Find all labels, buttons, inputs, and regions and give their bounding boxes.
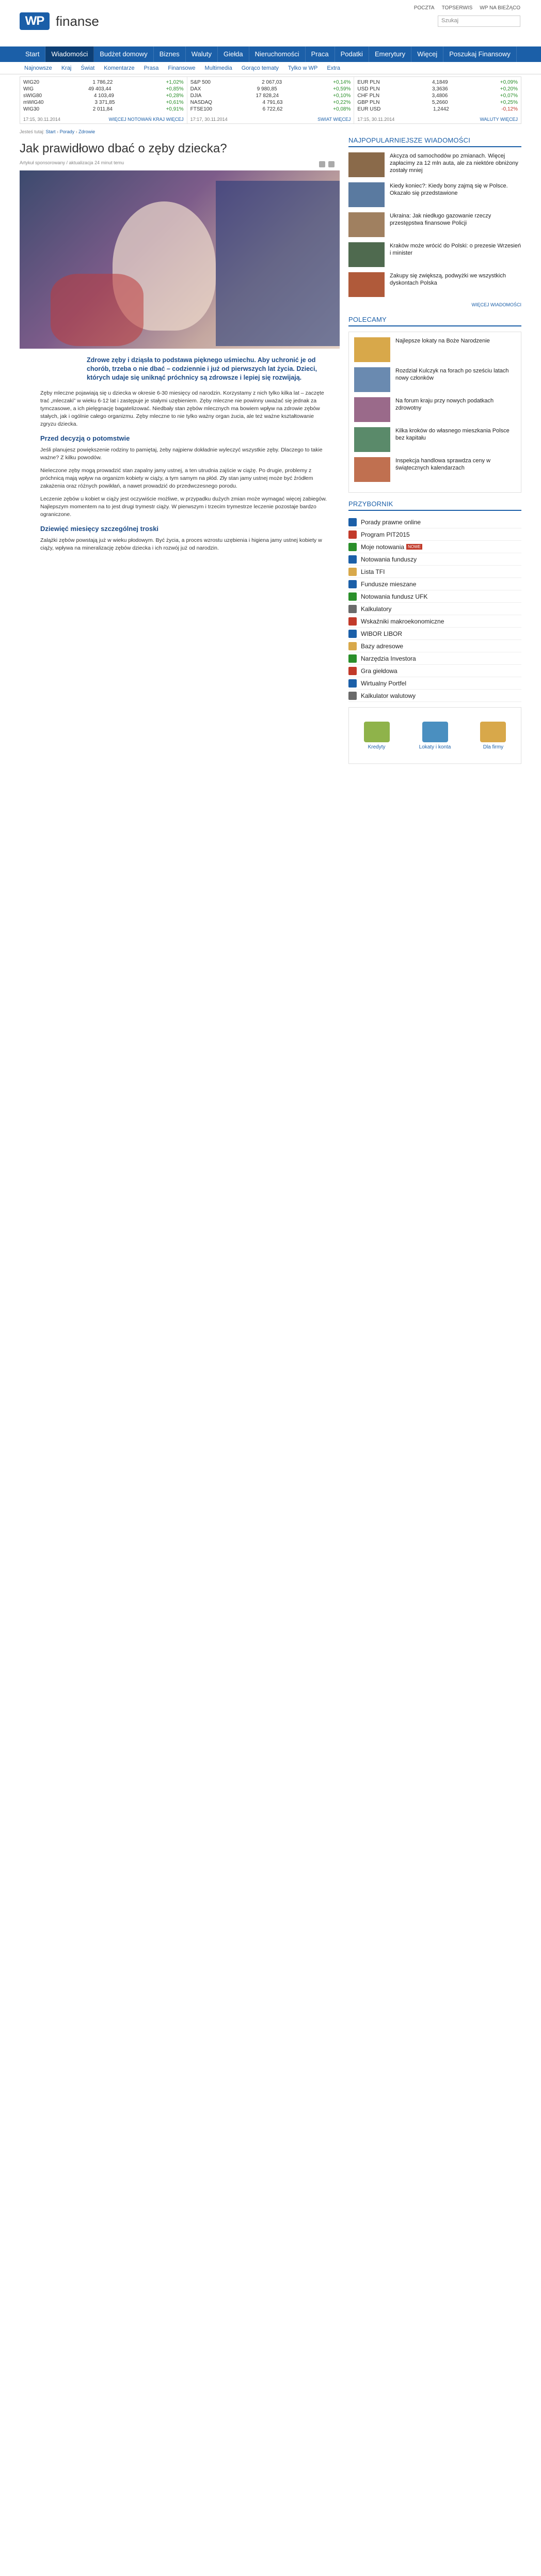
breadcrumb-start[interactable]: Start: [45, 129, 56, 134]
article-paragraph: Zęby mleczne pojawiają się u dziecka w okresie 6-30 miesięcy od narodzin. Korzystamy z nich tylko kilka lat – zaczęte trać „mleczaki” w wieku 6-12 lat i zastępuje je stałymi uzębieniem. Zęby mleczne nie powinny uważać się jednak za tymczasowe, a ich pielęgnację bagatelizować. Niedbały stan zębów mlecznych ma bowiem wpływ na zdrowie zębów stałych, jak i ogólnie całego organizmu. Zęby mleczne to nie tylko ważny organ żucia, ale też ważne kształtowanie zgryzu dziecka.: [40, 390, 324, 427]
subnav-tylko-w-wp[interactable]: Tylko w WP: [288, 65, 318, 71]
recommended-item[interactable]: [354, 457, 516, 482]
ticker-row[interactable]: EUR USD 1,2442 -0,12%: [357, 106, 518, 112]
recommended-item[interactable]: [354, 367, 516, 392]
share-icons: [319, 161, 335, 167]
article-lead: Zdrowe zęby i dziąsła to podstawa pięknego uśmiechu. Aby uchronić je od chorób, trzeba o nie dbać – codziennie i już od pierwszych lat życia. Dzieci, których udaje się uniknąć próchnicy są zdrowsze i lepiej się rozwijają.: [87, 356, 317, 381]
news-thumbnail: [348, 152, 385, 177]
market-ticker: [20, 76, 521, 124]
recommended-text[interactable]: Kilka kroków do własnego mieszkania Polsce bez kapitału: [395, 428, 510, 441]
nav-nieruchomosci[interactable]: Nieruchomości: [249, 46, 306, 62]
recommended-thumbnail: [354, 337, 390, 362]
article-subheading: Przed decyzją o potomstwie: [40, 434, 130, 442]
top-links: [414, 5, 520, 11]
tools-icon: [348, 654, 357, 663]
ticker-row[interactable]: FTSE100 6 722,62 +0,08%: [190, 106, 351, 112]
lokaty-icon: [422, 722, 448, 742]
nav-wiecej[interactable]: Więcej: [411, 46, 443, 62]
ticker-row[interactable]: NASDAQ 4 791,63 +0,22%: [190, 100, 351, 105]
macro-icon: [348, 617, 357, 626]
recommended-item[interactable]: [354, 337, 516, 362]
article-paragraph: Jeśli planujesz powiększenie rodziny to pamiętaj, żeby najpierw dokładnie wyleczyć wszystkie zęby. Dlaczego to takie ważne? Z kilku powodów.: [40, 447, 323, 461]
recommended-item[interactable]: [354, 397, 516, 422]
toplink-wp-na-biezaco[interactable]: WP NA BIEŻĄCO: [480, 5, 520, 11]
pit-icon: [348, 530, 357, 539]
tool-item[interactable]: Fundusze mieszane: [348, 578, 521, 590]
recommended-text[interactable]: Rozdział Kulczyk na forach po sześciu latach nowy członków: [395, 368, 509, 381]
nav-budzet-domowy[interactable]: Budżet domowy: [94, 46, 154, 62]
ticker-column-waluty: [354, 77, 521, 123]
ticker-more-link[interactable]: SWIAT WIĘCEJ: [317, 117, 351, 122]
breadcrumb-prefix: Jesteś tutaj:: [20, 129, 45, 134]
recommended-text[interactable]: Najlepsze lokaty na Boże Narodzenie: [395, 338, 490, 344]
recommended-thumbnail: [354, 457, 390, 482]
article-hero-image: [20, 170, 340, 349]
nav-start[interactable]: Start: [20, 46, 45, 62]
tool-item[interactable]: WIBOR LIBOR: [348, 628, 521, 640]
nav-podatki[interactable]: Podatki: [335, 46, 369, 62]
tool-item[interactable]: Notowania fundusz UFK: [348, 590, 521, 603]
article-title: Jak prawidłowo dbać o zęby dziecka?: [20, 142, 227, 155]
game-icon: [348, 667, 357, 675]
ticker-column-kraj: [20, 77, 187, 123]
tool-item[interactable]: Wirtualny Portfel: [348, 677, 521, 690]
legal-icon: [348, 518, 357, 526]
news-item-text[interactable]: Zakupy się zwiększą, podwyżki we wszystkich dyskontach Polska: [390, 273, 506, 286]
tool-item[interactable]: Porady prawne online: [348, 516, 521, 528]
recommended-text[interactable]: Inspekcja handlowa sprawdza ceny w świątecznych kalendarzach: [395, 458, 491, 471]
breadcrumb: Jesteś tutaj: Start › Porady › Zdrowie: [20, 129, 96, 134]
sidebar-heading-popular: NAJPOPULARNIEJSZE WIADOMOŚCI: [348, 136, 521, 147]
news-thumbnail: [348, 242, 385, 267]
products-box: [348, 707, 521, 764]
breadcrumb-porady[interactable]: Porady: [59, 129, 75, 134]
article-meta: Artykuł sponsorowany / aktualizacja 24 minut temu: [20, 160, 124, 165]
ticker-column-swiat: [187, 77, 355, 123]
wallet-icon: [348, 679, 357, 688]
firmy-icon: [480, 722, 506, 742]
tools-list: [348, 516, 521, 702]
ticker-time: 17:17, 30.11.2014: [190, 117, 228, 122]
calculator-icon: [348, 605, 357, 613]
hero-toothbrush-shape: [51, 274, 144, 346]
article-paragraph: Zalążki zębów powstają już w wieku płodowym. Być życia, a proces wzrostu uzębienia i higiena jamy ustnej kobiety w ciąży, wpływa na mineralizację zębów dziecka i ich rozwój już od narodzin.: [40, 537, 322, 551]
page: [0, 0, 541, 750]
logo-text: finanse: [56, 13, 99, 29]
article-column: [20, 129, 340, 557]
tool-item[interactable]: Lista TFI: [348, 566, 521, 578]
subnav-finansowe[interactable]: Finansowe: [168, 65, 196, 71]
toplink-poczta[interactable]: POCZTA: [413, 5, 435, 11]
ticker-row[interactable]: mWIG40 3 371,85 +0,61%: [23, 100, 184, 105]
subnav-swiat[interactable]: Świat: [81, 65, 95, 71]
recommended-thumbnail: [354, 367, 390, 392]
recommended-item[interactable]: [354, 427, 516, 452]
subnav-extra[interactable]: Extra: [327, 65, 341, 71]
ticker-time: 17:15, 30.11.2014: [23, 117, 60, 122]
sidebar-heading-polecamy: POLECAMY: [348, 316, 521, 326]
article-paragraph: Nieleczone zęby mogą prowadzić stan zapalny jamy ustnej, a ten utrudnia zajście w ciążę. Po drugie, problemy z próchnicą mają wpływ na organizm kobiety w ciąży, a tym samym na płód. Zły stan jamy ustnej może być źródłem zakażenia oraz różnych powikłań, a nawet prowadzić do przedwczesnego porodu.: [40, 467, 313, 489]
list-icon: [348, 568, 357, 576]
kredyty-icon: [364, 722, 390, 742]
ticker-row[interactable]: WIG 49 403,44 +0,85%: [23, 86, 184, 92]
recommended-thumbnail: [354, 427, 390, 452]
tool-item[interactable]: Kalkulatory: [348, 603, 521, 615]
news-item-text[interactable]: Akcyza od samochodów po zmianach. Więcej zapłacimy za 12 mln auta, ale za niektóre obniżony zostały mniej: [390, 153, 518, 174]
news-item[interactable]: [348, 152, 521, 177]
news-item[interactable]: [348, 272, 521, 297]
ticker-row[interactable]: EUR PLN 4,1849 +0,09%: [357, 80, 518, 85]
news-item-text[interactable]: Ukraina: Jak niedługo gazowanie rzeczy przestępstwa finansowe Policji: [390, 213, 491, 226]
nav-poszukaj-finansowy[interactable]: Poszukaj Finansowy: [443, 46, 517, 62]
nav-emerytury[interactable]: Emerytury: [369, 46, 411, 62]
ticker-more-link[interactable]: WIĘCEJ NOTOWAŃ KRAJ WIĘCEJ: [108, 117, 184, 122]
toplink-topserwis[interactable]: TOPSERWIS: [441, 5, 473, 11]
subnav-multimedia[interactable]: Multimedia: [204, 65, 232, 71]
sidebar-heading-przybornik: PRZYBORNIK: [348, 500, 521, 511]
product-kredyty[interactable]: Kredyty: [364, 722, 390, 750]
main-nav: [0, 46, 541, 62]
article-subheading: Dziewięć miesięcy szczególnej troski: [40, 525, 159, 533]
ticker-row[interactable]: WIG20 1 786,22 +1,02%: [23, 80, 184, 85]
news-item[interactable]: [348, 212, 521, 237]
wibor-icon: [348, 630, 357, 638]
more-news-link[interactable]: WIĘCEJ WIADOMOŚCI: [471, 302, 521, 307]
subnav-kraj[interactable]: Kraj: [61, 65, 72, 71]
tool-item[interactable]: Program PIT2015: [348, 528, 521, 541]
news-item-text[interactable]: Kraków może wrócić do Polski: o prezesie Wrzesień i minister: [390, 243, 521, 256]
address-icon: [348, 642, 357, 650]
ticker-row[interactable]: WIG30 2 011,84 +0,91%: [23, 106, 184, 112]
nav-praca[interactable]: Praca: [306, 46, 335, 62]
news-thumbnail: [348, 182, 385, 207]
logo-mark: WP: [20, 12, 50, 30]
share-icon[interactable]: [328, 161, 335, 167]
subnav-prasa[interactable]: Prasa: [144, 65, 159, 71]
product-dla-firmy[interactable]: Dla firmy: [480, 722, 506, 750]
ticker-more-link[interactable]: WALUTY WIĘCEJ: [480, 117, 518, 122]
ticker-row[interactable]: DJIA 17 828,24 +0,10%: [190, 93, 351, 99]
news-thumbnail: [348, 272, 385, 297]
article-body: [20, 389, 340, 552]
ticker-row[interactable]: CHF PLN 3,4806 +0,07%: [357, 93, 518, 99]
news-thumbnail: [348, 212, 385, 237]
sidebar: [348, 129, 521, 764]
nav-waluty[interactable]: Waluty: [186, 46, 218, 62]
print-icon[interactable]: [319, 161, 325, 167]
new-badge: NOWE: [406, 544, 422, 550]
ticker-footer: [23, 117, 184, 122]
ticker-footer: [357, 117, 518, 122]
article-paragraph: Leczenie zębów u kobiet w ciąży jest oczywiście możliwe, w przypadku dużych zmian może wymagać więcej zabiegów. Najlepszym momentem na to jest drugi trymestr ciąży. W pierwszym i trzecim trymestrze leczenie pozostaje bardzo ograniczone.: [40, 496, 327, 518]
subnav-najnowsze[interactable]: Najnowsze: [24, 65, 52, 71]
recommended-thumbnail: [354, 397, 390, 422]
tool-item[interactable]: Bazy adresowe: [348, 640, 521, 652]
hero-background-shape: [216, 181, 340, 346]
ticker-row[interactable]: sWIG80 4 103,49 +0,28%: [23, 93, 184, 99]
tool-item[interactable]: Kalkulator walutowy: [348, 690, 521, 702]
subnav-komentarze[interactable]: Komentarze: [104, 65, 135, 71]
tool-item[interactable]: Gra giełdowa: [348, 665, 521, 677]
nav-wiadomosci[interactable]: Wiadomości: [45, 46, 94, 62]
ticker-row[interactable]: S&P 500 2 067,03 +0,14%: [190, 80, 351, 85]
chart-icon: [348, 592, 357, 601]
fund-icon: [348, 555, 357, 564]
breadcrumb-zdrowie[interactable]: Zdrowie: [78, 129, 96, 134]
search-input[interactable]: Szukaj: [438, 15, 520, 27]
currency-icon: [348, 692, 357, 700]
nav-gielda[interactable]: Giełda: [218, 46, 249, 62]
ticker-time: 17:15, 30.11.2014: [357, 117, 395, 122]
fund-icon: [348, 580, 357, 588]
recommended-text[interactable]: Na forum kraju przy nowych podatkach zdrowotny: [395, 398, 494, 411]
tool-item[interactable]: Notowania funduszy: [348, 553, 521, 566]
chart-icon: [348, 543, 357, 551]
tool-item[interactable]: Narzędzia Investora: [348, 652, 521, 665]
subnav-goraco-tematy[interactable]: Gorąco tematy: [241, 65, 279, 71]
news-item[interactable]: [348, 182, 521, 207]
ticker-row[interactable]: DAX 9 980,85 +0,59%: [190, 86, 351, 92]
ticker-footer: [190, 117, 351, 122]
news-item-text[interactable]: Kiedy koniec?: Kiedy bony zajmą się w Polsce. Okazało się przedstawione: [390, 183, 508, 196]
news-item[interactable]: [348, 242, 521, 267]
tool-item[interactable]: Moje notowania NOWE: [348, 541, 521, 553]
product-lokaty[interactable]: Lokaty i konta: [419, 722, 451, 750]
tool-item[interactable]: Wskaźniki makroekonomiczne: [348, 615, 521, 628]
sub-nav: [0, 62, 541, 74]
ticker-row[interactable]: GBP PLN 5,2660 +0,25%: [357, 100, 518, 105]
ticker-row[interactable]: USD PLN 3,3636 +0,20%: [357, 86, 518, 92]
polecamy-box: [348, 332, 521, 493]
nav-biznes[interactable]: Biznes: [154, 46, 186, 62]
site-logo[interactable]: [20, 12, 99, 30]
